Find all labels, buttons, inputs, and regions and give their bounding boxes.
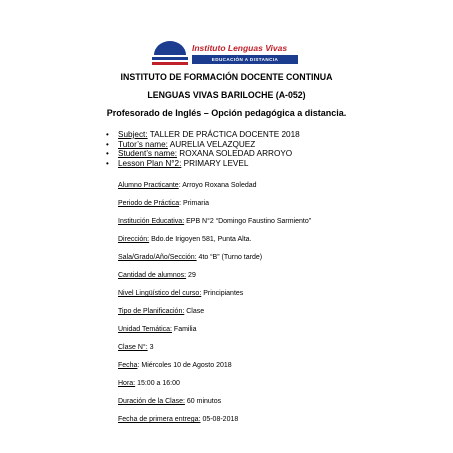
field-label: Duración de la Clase: [118, 398, 185, 405]
field-value: Principiantes [201, 290, 244, 297]
field-value: : Primaria [179, 200, 210, 207]
field-primera-entrega [118, 415, 238, 424]
field-institucion [118, 217, 311, 226]
field-cantidad [118, 271, 196, 280]
field-label: Tipo de Planificación: [118, 308, 185, 315]
logo-emblem-icon [150, 33, 190, 73]
list-item [118, 159, 300, 169]
field-label: Dirección: [118, 236, 150, 243]
list-item [118, 140, 300, 150]
field-alumno [118, 181, 257, 190]
field-duracion [118, 397, 221, 406]
field-label: Alumno Practicante [118, 182, 179, 189]
student-value: ROXANA SOLEDAD ARROYO [177, 149, 293, 159]
subject-value: TALLER DE PRÁCTICA DOCENTE 2018 [147, 130, 300, 139]
field-value: Familia [171, 326, 197, 333]
field-nivel [118, 289, 243, 298]
field-periodo [118, 199, 209, 208]
list-item [118, 149, 300, 159]
field-fecha [118, 361, 232, 370]
course-info-list [118, 130, 300, 168]
tutor-label: Tutor’s name: [118, 139, 168, 149]
field-value: Clase [184, 308, 205, 315]
field-label: Cantidad de alumnos: [118, 272, 187, 279]
field-value: 4to “B” (Turno tarde) [196, 254, 263, 261]
field-label: Unidad Temática: [118, 326, 172, 333]
field-clase [118, 343, 153, 352]
lesson-plan-value: PRIMARY LEVEL [181, 158, 249, 168]
student-label: Student’s name: [118, 149, 178, 159]
field-sala [118, 253, 262, 262]
field-value: 3 [147, 344, 154, 351]
subject-label: Subject: [118, 130, 148, 139]
field-label: Fecha de primera entrega: [118, 416, 201, 423]
header-institute: INSTITUTO DE FORMACIÓN DOCENTE CONTINUA [120, 72, 333, 82]
field-value: : Miércoles 10 de Agosto 2018 [137, 362, 232, 369]
header-location: LENGUAS VIVAS BARILOCHE (A-052) [147, 90, 306, 100]
field-unidad [118, 325, 196, 334]
tutor-value: AURELIA VELAZQUEZ [167, 139, 256, 149]
logo-name: Instituto Lenguas Vivas [192, 43, 288, 53]
field-label: Institución Educativa: [118, 218, 185, 225]
field-label: Clase N°: [118, 344, 148, 351]
institute-logo [150, 33, 300, 73]
field-direccion [118, 235, 251, 244]
field-value: 29 [186, 272, 196, 279]
field-label: Periodo de Práctica [118, 200, 180, 207]
list-item [118, 130, 300, 140]
field-value: EPB N°2 “Domingo Faustino Sarmiento” [184, 218, 312, 225]
field-value: : Arroyo Roxana Soledad [178, 182, 257, 189]
field-label: Nivel Lingüístico del curso: [118, 290, 202, 297]
field-value: Bdo.de Irigoyen 581, Punta Alta. [149, 236, 252, 243]
lesson-plan-label: Lesson Plan N°2: [118, 158, 182, 168]
field-value: 15:00 a 16:00 [135, 380, 180, 387]
field-value: 05-08-2018 [200, 416, 239, 423]
header-program: Profesorado de Inglés – Opción pedagógica a distancia. [106, 108, 347, 118]
field-label: Sala/Grado/Año/Sección: [118, 254, 197, 261]
field-label: Fecha [118, 362, 138, 369]
logo-tagline: EDUCACIÓN A DISTANCIA [192, 55, 298, 64]
field-tipo [118, 307, 204, 316]
field-label: Hora: [118, 380, 136, 387]
field-value: 60 minutos [184, 398, 222, 405]
field-hora [118, 379, 180, 388]
